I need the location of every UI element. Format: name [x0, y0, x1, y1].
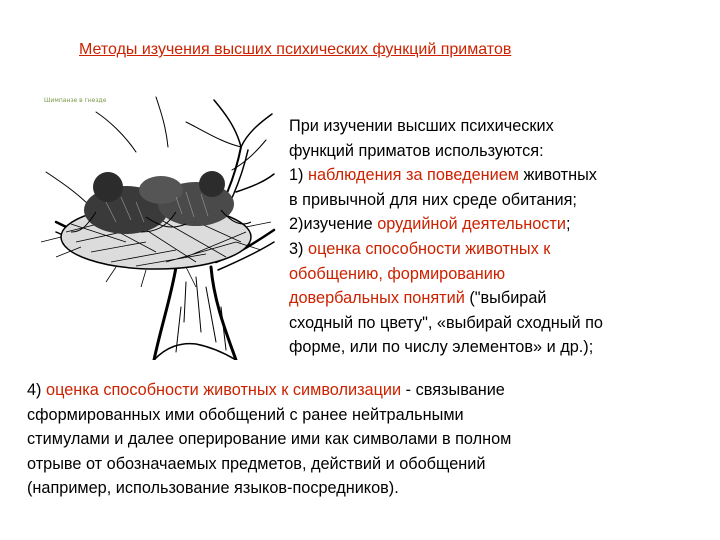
- method-1-rest: животных: [518, 166, 597, 185]
- slide-title: Методы изучения высших психических функций приматов: [79, 41, 512, 58]
- method-2-highlight: орудийной деятельности: [377, 215, 566, 234]
- method-3-highlight-c: довербальных понятий: [289, 289, 465, 308]
- method-1-continuation: в привычной для них среде обитания;: [289, 190, 577, 209]
- method-4-line-4: отрыве от обозначаемых предметов, действий и обобщений: [27, 454, 486, 473]
- method-2: [289, 212, 689, 237]
- method-3: [289, 237, 689, 262]
- method-1: [289, 163, 689, 188]
- method-4-number: 4): [27, 381, 47, 399]
- method-3-number: 3): [289, 239, 309, 258]
- method-3-highlight-a: оценка способности животных к: [308, 239, 551, 258]
- method-4-line-3: стимулами и далее оперирование ими как символами в полном: [27, 430, 512, 449]
- method-3-rest-e: форме, или по числу элементов» и др.);: [289, 338, 594, 357]
- method-4-line-1: [27, 378, 707, 403]
- method-3-line-c: [289, 286, 689, 311]
- method-3-rest-c: ("выбирай: [464, 289, 547, 308]
- illustration-caption: Шимпанзе в гнезде: [44, 97, 107, 104]
- method-4: [27, 378, 707, 501]
- method-2-number: 2)изучение: [289, 215, 378, 234]
- method-4-rest: - связывание: [401, 381, 505, 399]
- method-3-rest-d: сходный по цвету", «выбирай сходный по: [289, 313, 603, 332]
- intro-line-2: функций приматов используются:: [289, 141, 544, 160]
- method-3-highlight-b: обобщению, формированию: [289, 264, 506, 283]
- methods-list-intro: [289, 114, 689, 360]
- method-2-rest: ;: [565, 215, 571, 234]
- intro-line-1: При изучении высших психических: [289, 117, 554, 135]
- method-4-line-5: (например, использование языков-посредников).: [27, 479, 399, 498]
- method-1-highlight: наблюдения за поведением: [308, 166, 519, 185]
- method-4-line-2: сформированных ими обобщений с ранее нейтральными: [27, 405, 464, 424]
- chimpanzee-nest-illustration: [36, 92, 276, 360]
- method-4-highlight: оценка способности животных к символизации: [46, 381, 402, 399]
- method-1-number: 1): [289, 166, 309, 185]
